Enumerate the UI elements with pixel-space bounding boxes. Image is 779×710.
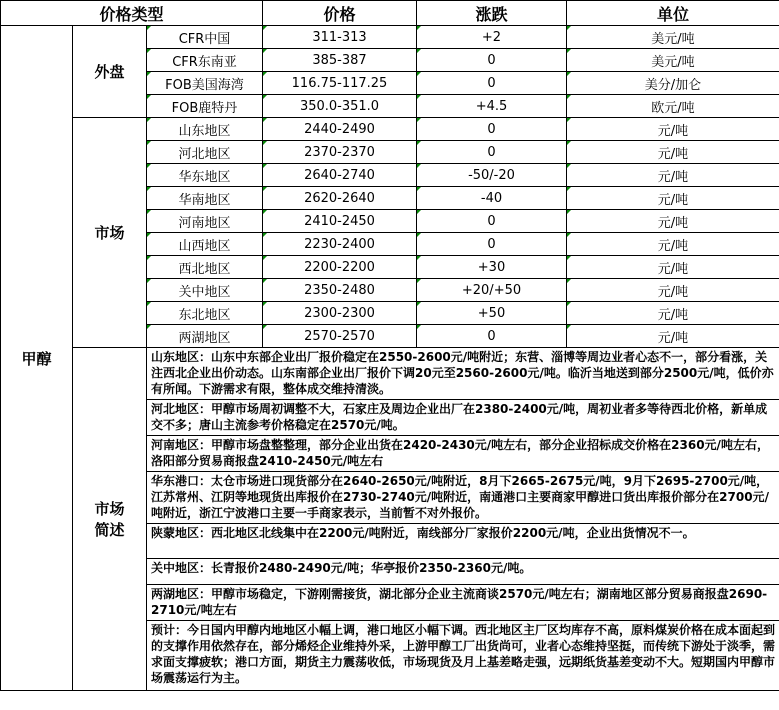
change-value: +50	[417, 302, 567, 325]
region-name: CFR中国	[147, 26, 263, 49]
unit-value: 元/吨	[567, 141, 779, 164]
price-value: 311-313	[263, 26, 417, 49]
region-name: 华东地区	[147, 164, 263, 187]
unit-value: 元/吨	[567, 164, 779, 187]
unit-value: 元/吨	[567, 187, 779, 210]
change-value: 0	[417, 49, 567, 72]
summary-label-line1: 市场	[94, 500, 125, 518]
region-name: 华南地区	[147, 187, 263, 210]
header-row	[1, 1, 779, 26]
region-name: CFR东南亚	[147, 49, 263, 72]
summary-row	[1, 348, 779, 400]
group-label-summary	[73, 348, 147, 691]
change-value: +4.5	[417, 95, 567, 118]
price-row	[1, 26, 779, 49]
price-value: 2200-2200	[263, 256, 417, 279]
header-price-type: 价格类型	[1, 1, 263, 26]
change-value: -50/-20	[417, 164, 567, 187]
summary-label-line2: 简述	[94, 521, 125, 539]
price-value: 2440-2490	[263, 118, 417, 141]
region-name: 山西地区	[147, 233, 263, 256]
change-value: +2	[417, 26, 567, 49]
summary-text: 河南地区：甲醇市场盘整整理，部分企业出货在2420-2430元/吨左右，部分企业招标成交价格在2360元/吨左右，洛阳部分贸易商报盘2410-2450元/吨左右	[147, 436, 779, 472]
change-value: 0	[417, 141, 567, 164]
price-value: 350.0-351.0	[263, 95, 417, 118]
change-value: 0	[417, 233, 567, 256]
change-value: 0	[417, 325, 567, 348]
change-value: -40	[417, 187, 567, 210]
price-value: 116.75-117.25	[263, 72, 417, 95]
unit-value: 美元/吨	[567, 26, 779, 49]
price-value: 2300-2300	[263, 302, 417, 325]
region-name: 河南地区	[147, 210, 263, 233]
unit-value: 元/吨	[567, 302, 779, 325]
summary-text: 山东地区：山东中东部企业出厂报价稳定在2550-2600元/吨附近；东营、淄博等周边业者心态不一，部分看涨，关注西北企业出价动态。山东南部企业出厂报价下调20元至2560-2600元/吨。临沂当地送到部分2500元/吨，低价亦有所闻。下游需求有限，整体成交维持清淡。	[147, 348, 779, 400]
price-value: 2620-2640	[263, 187, 417, 210]
unit-value: 元/吨	[567, 325, 779, 348]
change-value: +20/+50	[417, 279, 567, 302]
change-value: 0	[417, 210, 567, 233]
summary-text: 河北地区：甲醇市场周初调整不大，石家庄及周边企业出厂在2380-2400元/吨，周初业者多等待西北价格，新单成交不多；唐山主流参考价格稳定在2570元/吨。	[147, 400, 779, 436]
region-name: 河北地区	[147, 141, 263, 164]
region-name: 两湖地区	[147, 325, 263, 348]
product-name: 甲醇	[1, 26, 73, 691]
price-value: 385-387	[263, 49, 417, 72]
unit-value: 美分/加仑	[567, 72, 779, 95]
price-value: 2350-2480	[263, 279, 417, 302]
unit-value: 元/吨	[567, 279, 779, 302]
price-row	[1, 118, 779, 141]
price-value: 2410-2450	[263, 210, 417, 233]
region-name: 东北地区	[147, 302, 263, 325]
summary-text: 陕蒙地区：西北地区北线集中在2200元/吨附近，南线部分厂家报价2200元/吨，企业出货情况不一。	[147, 524, 779, 559]
unit-value: 美元/吨	[567, 49, 779, 72]
summary-text: 关中地区：长青报价2480-2490元/吨；华亭报价2350-2360元/吨。	[147, 559, 779, 585]
unit-value: 元/吨	[567, 118, 779, 141]
group-label: 外盘	[73, 26, 147, 118]
region-name: 西北地区	[147, 256, 263, 279]
price-value: 2640-2740	[263, 164, 417, 187]
summary-text: 预计：今日国内甲醇内地地区小幅上调，港口地区小幅下调。西北地区主厂区均库存不高，原料煤炭价格在成本面起到的支撑作用依然存在，部分烯烃企业维持外采，上游甲醇工厂出货尚可，业者心态维持坚挺，而传统下游处于淡季，需求面支撑疲软；港口方面，期货主力震荡收低，市场现货及月上基差略走强，远期纸货基差变动不大。短期国内甲醇市场震荡运行为主。	[147, 621, 779, 691]
region-name: 山东地区	[147, 118, 263, 141]
unit-value: 元/吨	[567, 233, 779, 256]
unit-value: 元/吨	[567, 210, 779, 233]
region-name: FOB鹿特丹	[147, 95, 263, 118]
summary-text: 两湖地区：甲醇市场稳定，下游刚需接货，湖北部分企业主流商谈2570元/吨左右；湖南地区部分贸易商报盘2690-2710元/吨左右	[147, 585, 779, 621]
header-change: 涨跌	[417, 1, 567, 26]
header-unit: 单位	[567, 1, 779, 26]
header-price: 价格	[263, 1, 417, 26]
change-value: +30	[417, 256, 567, 279]
group-label: 市场	[73, 118, 147, 348]
change-value: 0	[417, 118, 567, 141]
summary-text: 华东港口：太仓市场进口现货部分在2640-2650元/吨附近，8月下2665-2675元/吨，9月下2695-2700元/吨，江苏常州、江阴等地现货出库报价在2730-2740元/吨附近，南通港口主要商家甲醇进口货出库报价部分在2700元/吨附近，浙江宁波港口主要一手商家表示，当前暂不对外报价。	[147, 472, 779, 524]
region-name: 关中地区	[147, 279, 263, 302]
unit-value: 元/吨	[567, 256, 779, 279]
change-value: 0	[417, 72, 567, 95]
price-value: 2230-2400	[263, 233, 417, 256]
region-name: FOB美国海湾	[147, 72, 263, 95]
price-value: 2370-2370	[263, 141, 417, 164]
price-value: 2570-2570	[263, 325, 417, 348]
unit-value: 欧元/吨	[567, 95, 779, 118]
